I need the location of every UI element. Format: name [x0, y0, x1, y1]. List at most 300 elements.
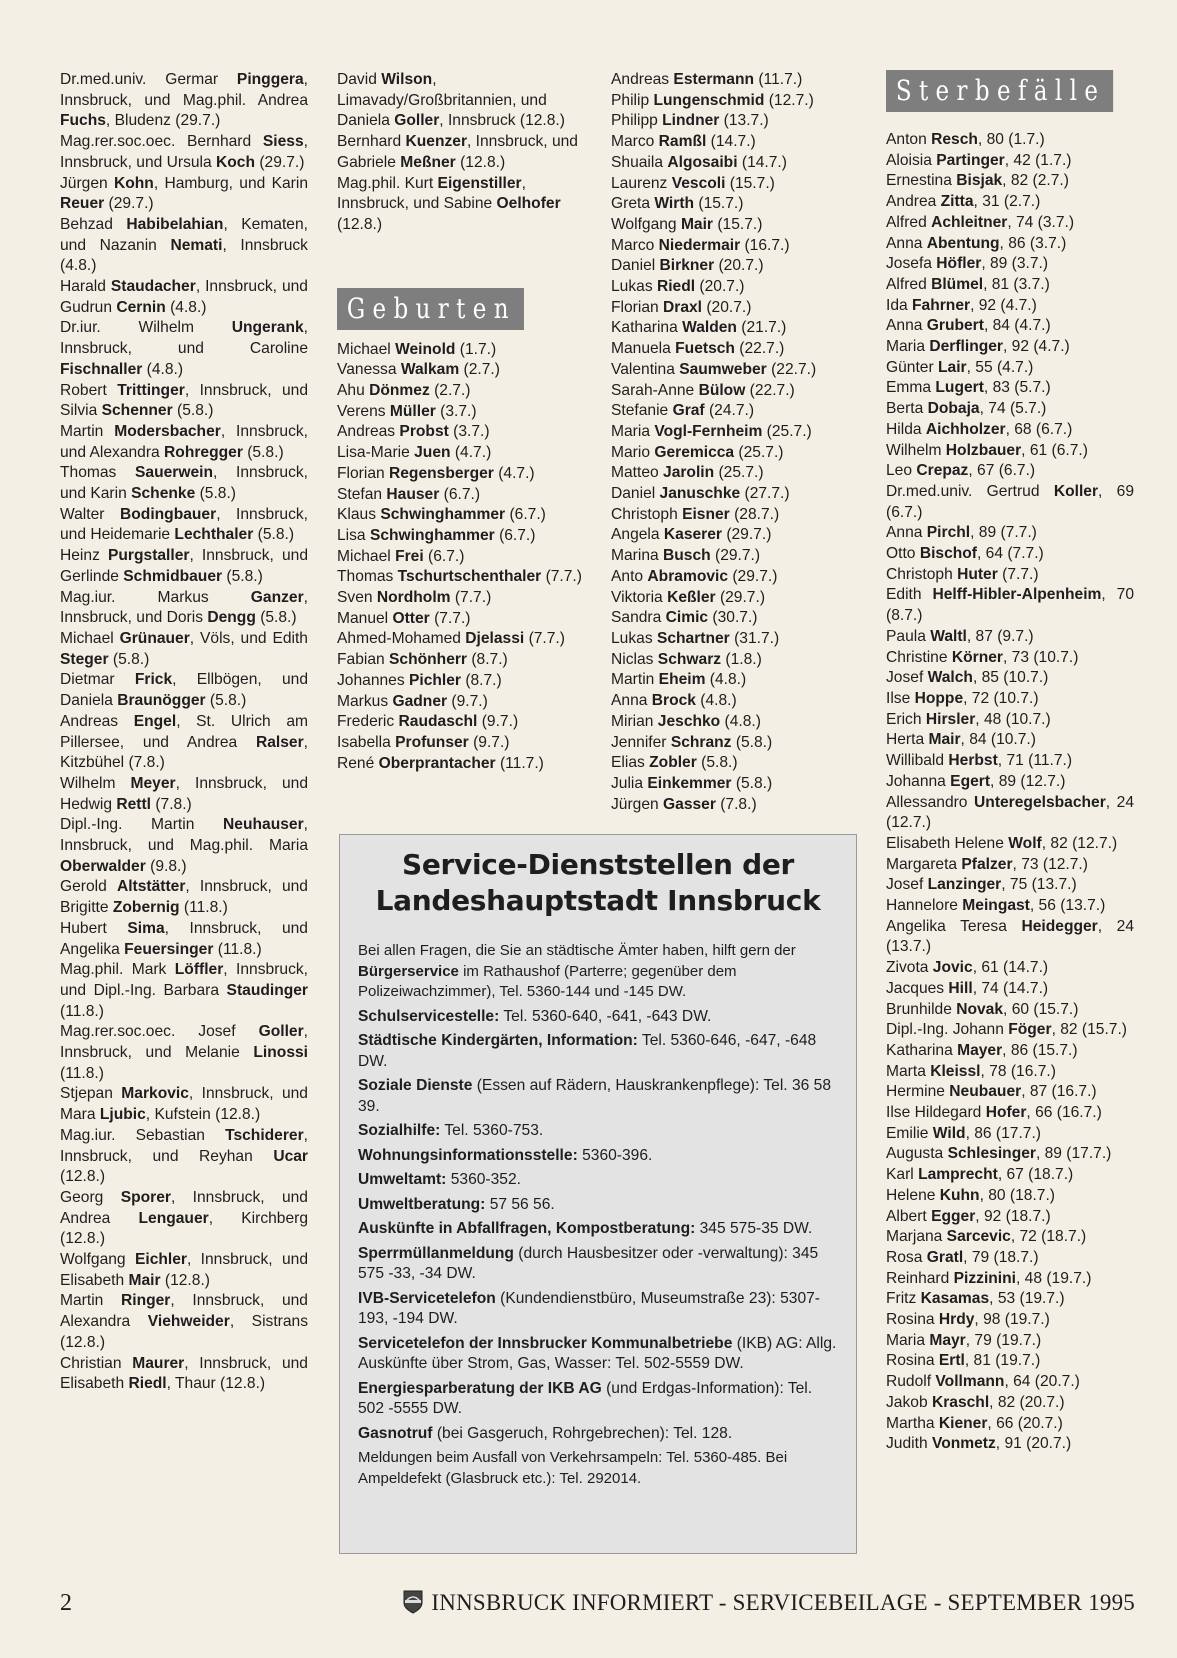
entry-text: Rosina	[886, 1311, 939, 1329]
entry-text: (29.7.)	[104, 195, 154, 213]
entry-text: (7.7.)	[450, 589, 492, 607]
entry-text: Marjana	[886, 1228, 947, 1246]
service-item	[358, 1007, 838, 1028]
death-entry	[886, 461, 1134, 482]
entry-text: Judith	[886, 1435, 932, 1453]
entry-text: Zivota	[886, 959, 933, 977]
birth-entry	[337, 381, 587, 402]
surname: Riedl	[128, 1375, 167, 1393]
surname: Neuhauser	[223, 816, 304, 834]
entry-text: Brunhilde	[886, 1000, 957, 1018]
surname: Feuersinger	[124, 940, 214, 958]
death-entry	[886, 130, 1134, 151]
sterbefaelle-list	[886, 130, 1134, 1455]
surname: Mair	[928, 731, 961, 749]
entry-text: Lisa	[337, 526, 370, 544]
entry-text: Angela	[611, 526, 664, 544]
entry-text: (7.7.)	[429, 609, 471, 627]
entry-text: Sarah-Anne	[611, 381, 699, 399]
surname: Zobler	[649, 754, 697, 772]
surname: Mayr	[929, 1331, 966, 1349]
birth-entry	[611, 153, 861, 174]
surname: Walch	[927, 669, 973, 687]
service-item	[358, 941, 838, 1003]
surname: Kasamas	[920, 1290, 990, 1308]
marriage-entry	[60, 960, 308, 1022]
entry-text: Wolfgang	[60, 1251, 135, 1269]
surname: Kuhn	[939, 1186, 980, 1204]
marriage-entry	[60, 670, 308, 711]
death-entry	[886, 420, 1134, 441]
entry-text: , Innsbruck, und Angelika	[60, 919, 308, 958]
entry-text: Lukas	[611, 629, 657, 647]
entry-text: Anna	[611, 692, 652, 710]
service-label: Soziale Dienste	[358, 1077, 473, 1094]
birth-entry	[611, 174, 861, 195]
service-item	[358, 1121, 838, 1142]
surname: Kuenzer	[405, 133, 468, 151]
entry-text: Viktoria	[611, 588, 668, 606]
death-entry	[886, 151, 1134, 172]
entry-text: (9.7.)	[468, 733, 510, 751]
entry-text: Edith	[886, 586, 933, 604]
entry-text: Marco	[611, 133, 659, 151]
birth-entry	[611, 753, 861, 774]
entry-text: (4.8.)	[142, 360, 184, 378]
surname: Staudacher	[110, 278, 196, 296]
surname: Sima	[127, 919, 165, 937]
death-entry	[886, 378, 1134, 399]
service-text: 5360-352.	[446, 1171, 521, 1188]
entry-text: , Innsbruck, und Dipl.-Ing. Barbara	[60, 961, 308, 999]
marriage-entry	[60, 774, 308, 815]
birth-entry	[611, 401, 861, 422]
marriage-entry	[60, 588, 308, 629]
entry-text: Thomas	[337, 568, 398, 586]
birth-entry	[611, 691, 861, 712]
surname: Eisner	[682, 505, 730, 523]
surname: Waltl	[930, 627, 967, 645]
birth-entry	[337, 443, 587, 464]
entry-text: , 71 (11.7.)	[997, 752, 1073, 770]
surname: Probst	[399, 423, 449, 441]
entry-text: , Innsbruck, und Elisabeth	[60, 1354, 308, 1393]
birth-entry	[337, 402, 587, 423]
entry-text: (5.8.)	[731, 733, 773, 751]
page-number: 2	[60, 1590, 72, 1616]
service-text: (durch Hausbesitzer oder -verwaltung): 345 575 -33, -34 DW.	[358, 1244, 819, 1282]
entry-text: , 53 (19.7.)	[989, 1290, 1065, 1308]
surname: Schlesinger	[947, 1145, 1036, 1163]
entry-text: Martin	[60, 422, 115, 440]
entry-text: (27.7.)	[740, 485, 790, 503]
column-2	[337, 70, 587, 774]
birth-entry	[611, 194, 861, 215]
surname: Steger	[60, 650, 109, 668]
service-text: 5360-396.	[577, 1146, 653, 1164]
marriage-entry	[337, 132, 587, 173]
death-entry	[886, 1351, 1134, 1372]
entry-text: (22.7.)	[734, 340, 785, 358]
service-text: Tel. 5360-753.	[440, 1122, 544, 1139]
geburten-list-1	[337, 340, 587, 775]
entry-text: Aloisia	[886, 151, 937, 169]
entry-text: Wilhelm	[886, 441, 946, 459]
entry-text: , 82 (12.7.)	[1041, 834, 1118, 852]
entry-text: Dr.iur. Wilhelm	[60, 319, 232, 337]
death-entry	[886, 958, 1134, 979]
entry-text: (20.7.)	[695, 278, 745, 296]
surname: Nordholm	[376, 589, 451, 607]
entry-text: , Innsbruck, und Gudrun	[60, 278, 308, 316]
surname: Schranz	[670, 733, 732, 751]
entry-text: Berta	[886, 400, 928, 418]
entry-text: Elias	[611, 754, 650, 772]
entry-text: Paula	[886, 627, 931, 645]
entry-text: , Innsbruck, und Melanie	[60, 1023, 308, 1062]
surname: Fischnaller	[60, 360, 143, 378]
birth-entry	[337, 567, 587, 588]
surname: Brock	[651, 692, 696, 710]
surname: Riedl	[656, 278, 696, 296]
surname: Goller	[394, 112, 440, 130]
death-entry	[886, 523, 1134, 544]
surname: Juen	[414, 444, 451, 462]
death-entry	[886, 337, 1134, 358]
column-sterbefaelle	[886, 70, 1134, 1455]
death-entry	[886, 1062, 1134, 1083]
entry-text: Fritz	[886, 1290, 921, 1308]
birth-entry	[337, 733, 587, 754]
entry-text: , 31 (2.7.)	[973, 193, 1041, 211]
birth-entry	[611, 567, 861, 588]
surname: Meyer	[130, 774, 176, 792]
entry-text: , 89 (3.7.)	[981, 255, 1049, 273]
entry-text: , 70 (8.7.)	[886, 586, 1134, 625]
entry-text: Emilie	[886, 1124, 933, 1142]
entry-text: Shuaila	[611, 153, 668, 171]
service-item	[358, 1076, 838, 1117]
service-label: IVB-Servicetelefon	[358, 1289, 496, 1307]
surname: Gadner	[392, 692, 448, 710]
entry-text: , 83 (5.7.)	[983, 379, 1051, 397]
entry-text: Julia	[611, 774, 648, 792]
entry-text: (6.7.)	[423, 547, 465, 565]
surname: Pirchl	[926, 524, 971, 542]
entry-text: , Innsbruck, und Elisabeth	[60, 1251, 308, 1289]
entry-text: (30.7.)	[708, 609, 758, 627]
surname: Sauerwein	[135, 464, 214, 482]
surname: Pizzinini	[953, 1269, 1016, 1287]
surname: Egger	[931, 1207, 976, 1225]
page-footer	[60, 1586, 1135, 1622]
service-text: (IKB) AG: Allg. Auskünfte über Strom, Gas, Wasser: Tel. 502-5559 DW.	[358, 1334, 837, 1372]
entry-text: (29.7.)	[710, 547, 761, 565]
surname: Bülow	[698, 381, 746, 399]
entry-text: , Kirchberg (12.8.)	[60, 1209, 308, 1248]
entry-text: Jakob	[886, 1393, 932, 1411]
entry-text: Reinhard	[886, 1269, 954, 1287]
entry-text: , Innsbruck, und Alexandra	[60, 1292, 308, 1331]
surname: Dengg	[207, 609, 256, 627]
service-item	[358, 1031, 838, 1072]
entry-text: (5.8.)	[172, 402, 214, 420]
death-entry	[886, 192, 1134, 213]
entry-text: , 79 (18.7.)	[963, 1248, 1039, 1266]
service-item	[358, 1448, 838, 1489]
entry-text: (4.7.)	[450, 444, 492, 462]
death-entry	[886, 1310, 1134, 1331]
entry-text: (12.8.)	[337, 215, 383, 233]
surname: Mair	[680, 215, 714, 233]
surname: Ringer	[120, 1292, 171, 1310]
death-entry	[886, 275, 1134, 296]
marriage-entry	[60, 1354, 308, 1395]
death-entry	[886, 399, 1134, 420]
entry-text: , Limavady/Großbritannien, und Daniela	[337, 71, 547, 130]
surname: Oelhofer	[496, 195, 561, 213]
marriage-entry	[60, 1291, 308, 1353]
entry-text: Wilhelm	[60, 774, 131, 792]
death-entry	[886, 917, 1134, 958]
entry-text: Maria	[886, 1331, 930, 1349]
service-text: 57 56 56.	[485, 1195, 555, 1213]
entry-text: Jennifer	[611, 733, 671, 751]
entry-text: , 80 (18.7.)	[979, 1186, 1056, 1204]
surname: Gratl	[926, 1248, 964, 1266]
surname: Kleissl	[930, 1062, 981, 1080]
surname: Eigenstiller	[437, 174, 522, 192]
entry-text: , 89 (7.7.)	[970, 524, 1037, 542]
surname: Siess	[262, 133, 304, 151]
birth-entry	[611, 236, 861, 257]
entry-text: Otto	[886, 545, 920, 563]
birth-entry	[611, 670, 861, 691]
entry-text: Elisabeth Helene	[886, 834, 1009, 852]
death-entry	[886, 296, 1134, 317]
death-entry	[886, 1000, 1134, 1021]
entry-text: Alfred	[886, 213, 932, 231]
entry-text: Katharina	[611, 319, 683, 337]
surname: Kaserer	[663, 526, 722, 544]
service-text: Bei allen Fragen, die Sie an städtische Ämter haben, hilft gern der	[358, 942, 796, 959]
entry-text: Allessandro	[886, 793, 975, 811]
entry-text: (12.8.)	[455, 153, 506, 171]
entry-text: Vanessa	[337, 361, 401, 379]
death-entry	[886, 793, 1134, 834]
surname: Koch	[216, 153, 255, 171]
surname: Schartner	[656, 629, 730, 647]
birth-entry	[337, 547, 587, 568]
entry-text: , Innsbruck, und Heidemarie	[60, 505, 308, 544]
surname: Frick	[134, 671, 173, 689]
entry-text: Dipl.-Ing. Martin	[60, 816, 224, 834]
service-label: Energiesparberatung der IKB AG	[358, 1379, 602, 1397]
surname: Lamprecht	[918, 1166, 998, 1184]
death-entry	[886, 358, 1134, 379]
entry-text: (8.7.)	[460, 671, 502, 689]
entry-text: (15.7.)	[725, 174, 775, 192]
birth-entry	[611, 277, 861, 298]
surname: Ucar	[273, 1147, 308, 1165]
marriage-entry	[60, 919, 308, 960]
entry-text: , 86 (17.7.)	[965, 1124, 1041, 1142]
entry-text: Daniel	[611, 257, 660, 275]
service-item	[358, 1170, 838, 1191]
entry-text: Mag.phil. Mark	[60, 961, 175, 979]
surname: Jeschko	[657, 712, 721, 730]
surname: Mayer	[957, 1041, 1003, 1059]
birth-entry	[611, 525, 861, 546]
entry-text: (2.7.)	[459, 361, 500, 379]
birth-entry	[611, 650, 861, 671]
entry-text: Anna	[886, 234, 927, 252]
surname: Höfler	[936, 255, 982, 273]
entry-text: , Völs, und Edith	[189, 629, 308, 647]
surname: Zobernig	[112, 899, 180, 917]
surname: Wirth	[654, 195, 695, 213]
surname: Bodingbauer	[120, 505, 217, 523]
surname: Grünauer	[119, 629, 190, 647]
surname: Schönherr	[389, 651, 467, 669]
surname: Achleitner	[931, 213, 1008, 231]
entry-text: (4.8.)	[695, 692, 737, 710]
surname: Geremicca	[654, 443, 735, 461]
entry-text: Anna	[886, 317, 927, 335]
entry-text: Dr.med.univ. Germar	[60, 71, 237, 88]
entry-text: Hannelore	[886, 897, 963, 915]
entry-text: Frederic	[337, 713, 399, 731]
entry-text: Georg	[60, 1188, 121, 1206]
marriage-entry	[60, 1022, 308, 1084]
entry-text: , 84 (10.7.)	[960, 731, 1036, 749]
surname: Raudaschl	[398, 713, 478, 731]
entry-text: (1.8.)	[721, 650, 762, 668]
surname: Holzbauer	[945, 441, 1022, 459]
service-item	[358, 1334, 838, 1375]
birth-entry	[337, 505, 587, 526]
surname: Abentung	[926, 234, 1000, 252]
surname: Crepaz	[916, 462, 969, 480]
entry-text: Daniel	[611, 485, 660, 503]
entry-text: (2.7.)	[429, 382, 471, 400]
entry-text: (12.8.)	[160, 1271, 210, 1289]
entry-text: Anna	[886, 524, 927, 542]
marriage-entry	[60, 132, 308, 173]
surname: Birkner	[659, 257, 715, 275]
entry-text: Thomas	[60, 464, 136, 482]
birth-entry	[611, 588, 861, 609]
entry-text: Josef	[886, 876, 928, 894]
death-entry	[886, 710, 1134, 731]
surname: Derflinger	[929, 338, 1003, 356]
marriage-entry	[60, 712, 308, 774]
marriage-entry	[60, 1188, 308, 1250]
surname: Nemati	[170, 236, 223, 254]
entry-text: , 89 (12.7.)	[990, 772, 1066, 790]
entry-text: Manuela	[611, 340, 676, 358]
entry-text: Michael	[60, 629, 120, 647]
surname: Meßner	[400, 153, 456, 171]
surname: Tschurtschenthaler	[397, 568, 542, 586]
entry-text: (25.7.)	[762, 422, 812, 440]
surname: Vollmann	[935, 1373, 1005, 1391]
entry-text: Mag.iur. Sebastian	[60, 1126, 226, 1144]
entry-text: (29.7.)	[715, 588, 766, 606]
birth-entry	[611, 733, 861, 754]
entry-text: Mirian	[611, 712, 658, 730]
entry-text: Heinz	[60, 547, 108, 565]
entry-text: Christine	[886, 648, 952, 666]
marriage-entry	[60, 277, 308, 318]
entry-text: , 64 (7.7.)	[977, 545, 1044, 563]
entry-text: (6.7.)	[505, 506, 546, 524]
death-entry	[886, 316, 1134, 337]
birth-entry	[611, 629, 861, 650]
surname: Hoppe	[914, 689, 964, 707]
birth-entry	[337, 712, 587, 733]
service-text: (und Erdgas-Information): Tel. 502 -5555 DW.	[358, 1379, 813, 1417]
surname: Löffler	[174, 961, 224, 979]
surname: Hill	[948, 979, 973, 997]
birth-entry	[337, 629, 587, 650]
surname: Unteregelsbacher	[974, 793, 1106, 811]
service-label: Städtische Kindergärten, Information:	[358, 1032, 638, 1049]
entry-text: , 84 (4.7.)	[983, 317, 1051, 335]
entry-text: (11.8.)	[60, 1002, 104, 1020]
surname: Dönmez	[369, 382, 430, 400]
birth-entry	[337, 588, 587, 609]
service-text: (Kundendienstbüro, Museumstraße 23): 5307-193, -194 DW.	[358, 1289, 820, 1327]
surname: Profunser	[395, 733, 469, 751]
entry-text: (5.8.)	[205, 692, 247, 710]
death-entry	[886, 1414, 1134, 1435]
birth-entry	[611, 381, 861, 402]
surname: Wild	[932, 1124, 966, 1142]
surname: Herbst	[948, 752, 998, 770]
surname: Busch	[663, 547, 711, 565]
entry-text: Martha	[886, 1414, 939, 1432]
entry-text: , Innsbruck, und Mag.phil. Maria	[60, 816, 308, 855]
footer-text: INNSBRUCK INFORMIERT - SERVICEBEILAGE - SEPTEMBER 1995	[431, 1590, 1135, 1615]
entry-text: (11.8.)	[179, 899, 228, 917]
death-entry	[886, 1289, 1134, 1310]
entry-text: Gerold	[60, 878, 117, 896]
entry-text: , 73 (12.7.)	[1012, 855, 1088, 873]
entry-text: Helene	[886, 1186, 940, 1204]
surname: Lechthaler	[174, 526, 254, 544]
entry-text: , Innsbruck, und Gabriele	[337, 133, 578, 171]
birth-entry	[337, 526, 587, 547]
death-entry	[886, 751, 1134, 772]
entry-text: (4.8.)	[705, 671, 747, 689]
surname: Ljubic	[99, 1106, 146, 1124]
surname: Maurer	[132, 1354, 185, 1372]
entry-text: , 61 (6.7.)	[1021, 441, 1088, 459]
birth-entry	[611, 546, 861, 567]
birth-entry	[611, 505, 861, 526]
entry-text: , 72 (10.7.)	[963, 689, 1039, 707]
service-text: Meldungen beim Ausfall von Verkehrsampeln: Tel. 5360-485. Bei Ampeldefekt (Glasbruck etc.): Tel. 292014.	[358, 1449, 788, 1487]
entry-text: , Thaur (12.8.)	[166, 1375, 266, 1393]
entry-text: (3.7.)	[435, 402, 477, 420]
entry-text: Florian	[337, 464, 389, 482]
death-entry	[886, 979, 1134, 1000]
entry-text: Rosa	[886, 1248, 927, 1266]
footer-title	[403, 1590, 1135, 1616]
death-entry	[886, 1082, 1134, 1103]
entry-text: (5.8.)	[696, 754, 738, 772]
